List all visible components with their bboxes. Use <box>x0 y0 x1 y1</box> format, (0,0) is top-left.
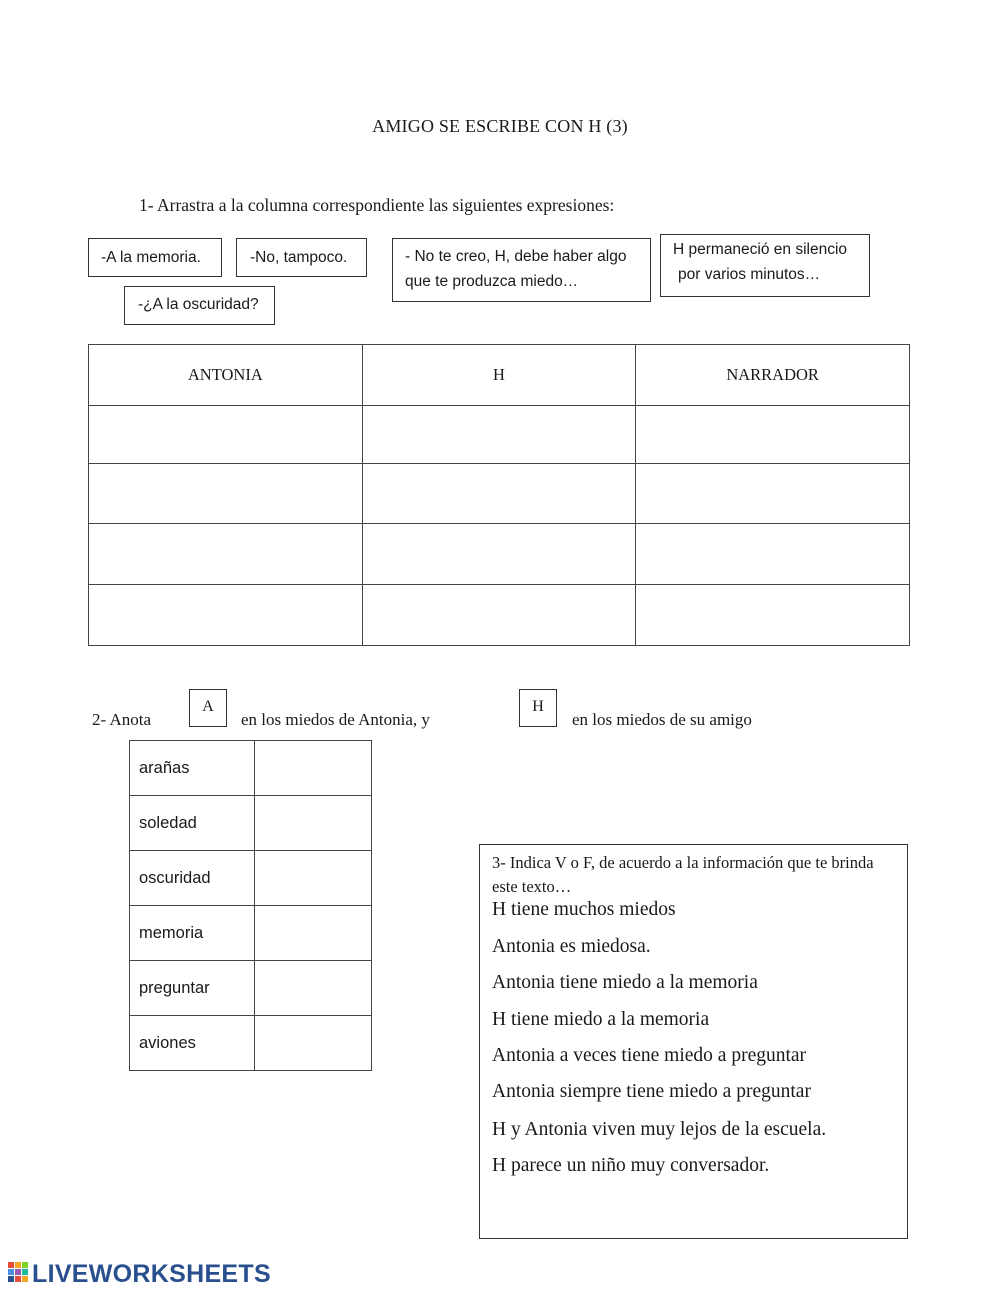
instruction-2-prefix: 2- Anota <box>92 710 152 729</box>
drop-cell[interactable] <box>636 464 910 524</box>
drop-cell[interactable] <box>362 464 636 524</box>
letter-box-a: A <box>189 689 227 727</box>
drop-cell[interactable] <box>362 406 636 464</box>
liveworksheets-logo-icon <box>8 1262 30 1286</box>
answer-input[interactable] <box>255 1016 372 1071</box>
fear-label: preguntar <box>130 961 255 1016</box>
drop-cell[interactable] <box>636 585 910 646</box>
instruction-2-middle: en los miedos de Antonia, y <box>241 710 430 729</box>
draggable-expression[interactable] <box>88 238 222 277</box>
answer-input[interactable] <box>255 851 372 906</box>
expression-text: -No, tampoco. <box>250 249 348 266</box>
expression-text: - No te creo, H, debe haber algo <box>405 248 627 265</box>
drop-cell[interactable] <box>636 406 910 464</box>
table-row <box>130 741 372 796</box>
statement: Antonia es miedosa. <box>492 936 651 957</box>
statement: H y Antonia viven muy lejos de la escuela. <box>492 1119 827 1140</box>
fears-table <box>129 740 372 1071</box>
table-row <box>130 796 372 851</box>
fear-label: aviones <box>130 1016 255 1071</box>
fear-label: memoria <box>130 906 255 961</box>
letter-box-h: H <box>519 689 557 727</box>
true-false-box <box>479 844 908 1239</box>
instruction-3: 3- Indica V o F, de acuerdo a la información que te brinda este texto… <box>492 853 874 896</box>
statement: H parece un niño muy conversador. <box>492 1155 770 1176</box>
page-title: AMIGO SE ESCRIBE CON H (3) <box>372 116 628 136</box>
drop-cell[interactable] <box>362 585 636 646</box>
fear-label: oscuridad <box>130 851 255 906</box>
instruction-1: 1- Arrastra a la columna correspondiente las siguientes expresiones: <box>139 195 615 215</box>
answer-input[interactable] <box>255 906 372 961</box>
answer-input[interactable] <box>255 961 372 1016</box>
drop-cell[interactable] <box>362 524 636 585</box>
column-header-h: H <box>362 345 636 406</box>
drop-cell[interactable] <box>89 464 363 524</box>
fear-label: soledad <box>130 796 255 851</box>
sorting-table <box>88 344 910 646</box>
table-row <box>130 961 372 1016</box>
statement: H tiene muchos miedos <box>492 899 676 920</box>
expression-text: que te produzca miedo… <box>405 273 579 290</box>
draggable-expression[interactable] <box>236 238 367 277</box>
drop-cell[interactable] <box>636 524 910 585</box>
draggable-expression[interactable] <box>660 234 870 297</box>
statement: H tiene miedo a la memoria <box>492 1009 710 1030</box>
expression-text: -A la memoria. <box>101 249 201 266</box>
logo-text: LIVEWORKSHEETS <box>32 1259 271 1288</box>
draggable-expression[interactable] <box>392 238 651 302</box>
column-header-antonia: ANTONIA <box>89 345 363 406</box>
statement: Antonia siempre tiene miedo a preguntar <box>492 1081 811 1102</box>
expression-text: -¿A la oscuridad? <box>138 296 259 313</box>
answer-input[interactable] <box>255 741 372 796</box>
instruction-2-suffix: en los miedos de su amigo <box>572 710 752 729</box>
statement: Antonia tiene miedo a la memoria <box>492 972 758 993</box>
drop-cell[interactable] <box>89 406 363 464</box>
drop-cell[interactable] <box>89 524 363 585</box>
drop-cell[interactable] <box>89 585 363 646</box>
expression-text: por varios minutos… <box>678 266 821 283</box>
liveworksheets-logo[interactable] <box>8 1260 271 1288</box>
expression-text: H permaneció en silencio <box>673 241 848 258</box>
table-row <box>130 906 372 961</box>
answer-input[interactable] <box>255 796 372 851</box>
statement: Antonia a veces tiene miedo a preguntar <box>492 1045 807 1066</box>
table-row <box>130 851 372 906</box>
fear-label: arañas <box>130 741 255 796</box>
table-row <box>130 1016 372 1071</box>
draggable-expression[interactable] <box>124 286 275 325</box>
column-header-narrador: NARRADOR <box>636 345 910 406</box>
